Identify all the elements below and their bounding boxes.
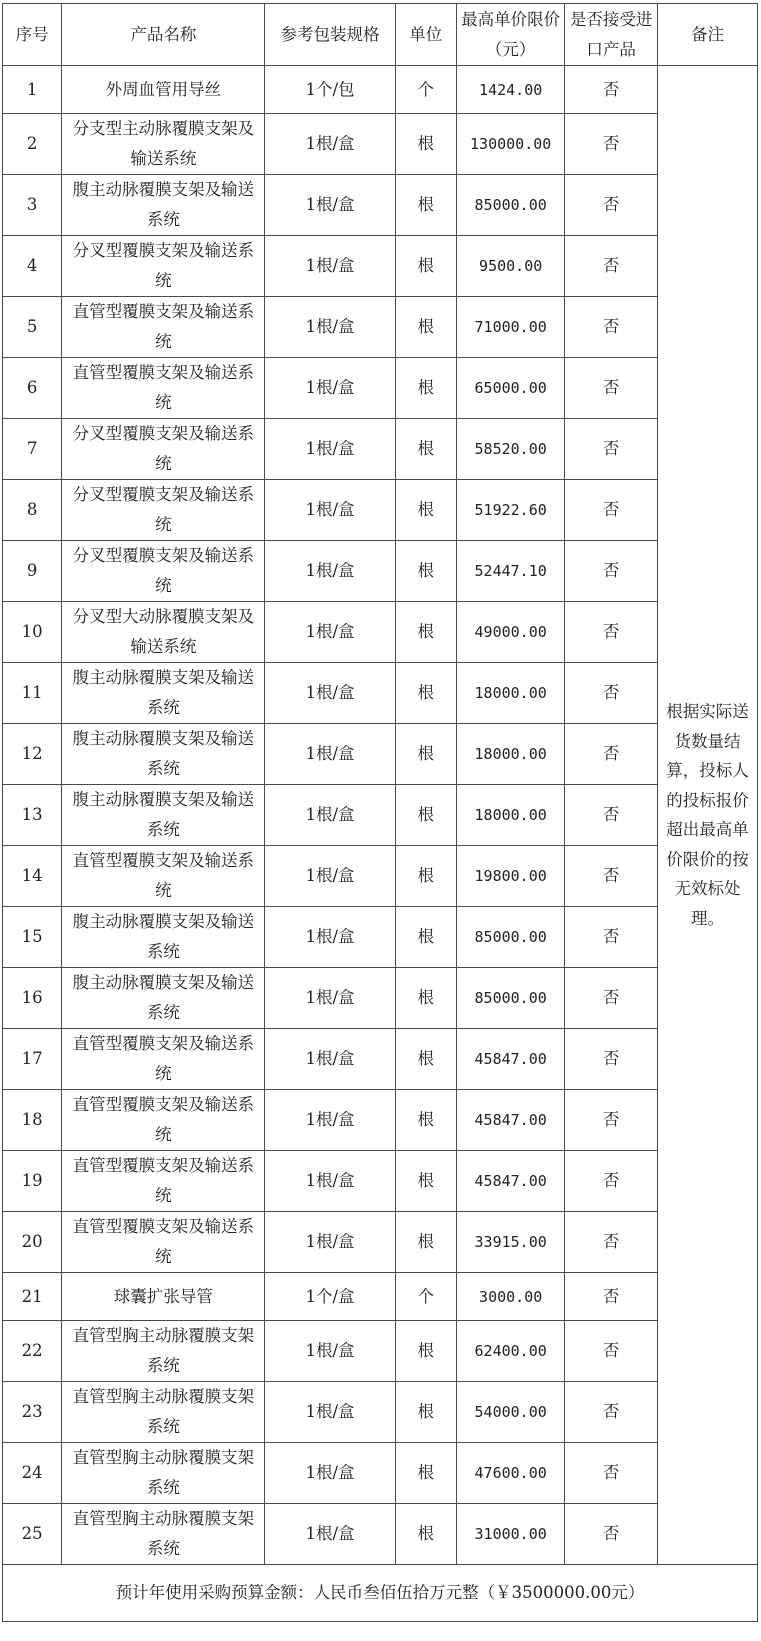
cell-package-spec: 1根/盒 [265,907,395,968]
cell-unit: 根 [395,1212,456,1273]
cell-max-price: 31000.00 [457,1504,565,1565]
cell-unit: 根 [395,419,456,480]
cell-unit: 根 [395,846,456,907]
cell-max-price: 1424.00 [457,66,565,114]
cell-imported: 否 [565,785,658,846]
cell-package-spec: 1根/盒 [265,541,395,602]
table-row [3,907,758,968]
cell-product-name: 外周血管用导丝 [62,66,265,114]
cell-index: 12 [3,724,62,785]
cell-imported: 否 [565,602,658,663]
cell-package-spec: 1根/盒 [265,724,395,785]
cell-index: 24 [3,1443,62,1504]
table-row [3,1382,758,1443]
table-row [3,1151,758,1212]
table-header-row [3,4,758,66]
cell-product-name: 直管型覆膜支架及输送系统 [62,1151,265,1212]
header-index: 序号 [3,4,62,66]
cell-max-price: 45847.00 [457,1151,565,1212]
table-row [3,236,758,297]
cell-index: 3 [3,175,62,236]
cell-index: 22 [3,1321,62,1382]
table-row [3,419,758,480]
cell-package-spec: 1根/盒 [265,1151,395,1212]
cell-max-price: 18000.00 [457,663,565,724]
cell-imported: 否 [565,297,658,358]
cell-max-price: 47600.00 [457,1443,565,1504]
cell-index: 1 [3,66,62,114]
cell-unit: 根 [395,1382,456,1443]
cell-index: 11 [3,663,62,724]
cell-index: 16 [3,968,62,1029]
table-row [3,663,758,724]
cell-max-price: 130000.00 [457,114,565,175]
cell-package-spec: 1根/盒 [265,480,395,541]
cell-package-spec: 1根/盒 [265,1321,395,1382]
cell-package-spec: 1根/盒 [265,236,395,297]
cell-package-spec: 1根/盒 [265,785,395,846]
table-row [3,297,758,358]
cell-max-price: 51922.60 [457,480,565,541]
cell-package-spec: 1根/盒 [265,1504,395,1565]
cell-max-price: 49000.00 [457,602,565,663]
cell-index: 8 [3,480,62,541]
cell-product-name: 直管型覆膜支架及输送系统 [62,1212,265,1273]
cell-product-name: 分叉型覆膜支架及输送系统 [62,480,265,541]
header-max-price: 最高单价限价（元） [457,4,565,66]
cell-imported: 否 [565,663,658,724]
cell-index: 14 [3,846,62,907]
cell-product-name: 腹主动脉覆膜支架及输送系统 [62,724,265,785]
cell-index: 18 [3,1090,62,1151]
cell-max-price: 71000.00 [457,297,565,358]
cell-unit: 根 [395,968,456,1029]
cell-imported: 否 [565,236,658,297]
table-row [3,175,758,236]
cell-package-spec: 1根/盒 [265,602,395,663]
cell-imported: 否 [565,66,658,114]
cell-index: 21 [3,1273,62,1321]
cell-unit: 根 [395,785,456,846]
cell-max-price: 18000.00 [457,724,565,785]
cell-imported: 否 [565,1029,658,1090]
cell-max-price: 85000.00 [457,907,565,968]
cell-max-price: 18000.00 [457,785,565,846]
cell-unit: 根 [395,1504,456,1565]
cell-index: 17 [3,1029,62,1090]
cell-index: 23 [3,1382,62,1443]
cell-product-name: 腹主动脉覆膜支架及输送系统 [62,663,265,724]
cell-index: 6 [3,358,62,419]
cell-max-price: 19800.00 [457,846,565,907]
table-row [3,1504,758,1565]
table-row [3,846,758,907]
table-row [3,66,758,114]
cell-package-spec: 1根/盒 [265,1382,395,1443]
cell-imported: 否 [565,1504,658,1565]
cell-index: 10 [3,602,62,663]
cell-imported: 否 [565,968,658,1029]
cell-max-price: 45847.00 [457,1029,565,1090]
cell-unit: 根 [395,236,456,297]
cell-index: 19 [3,1151,62,1212]
header-unit: 单位 [395,4,456,66]
cell-product-name: 球囊扩张导管 [62,1273,265,1321]
cell-max-price: 52447.10 [457,541,565,602]
cell-max-price: 45847.00 [457,1090,565,1151]
cell-index: 25 [3,1504,62,1565]
cell-unit: 根 [395,724,456,785]
cell-imported: 否 [565,1273,658,1321]
cell-imported: 否 [565,1090,658,1151]
cell-unit: 根 [395,1090,456,1151]
cell-imported: 否 [565,419,658,480]
cell-imported: 否 [565,114,658,175]
cell-unit: 根 [395,297,456,358]
cell-package-spec: 1根/盒 [265,846,395,907]
cell-unit: 根 [395,1151,456,1212]
cell-product-name: 分叉型大动脉覆膜支架及输送系统 [62,602,265,663]
cell-imported: 否 [565,358,658,419]
table-row [3,114,758,175]
header-remark: 备注 [657,4,757,66]
remark-note: 根据实际送货数量结算，投标人的投标报价超出最高单价限价的按无效标处理。 [657,66,757,1565]
cell-product-name: 腹主动脉覆膜支架及输送系统 [62,968,265,1029]
budget-total: 预计年使用采购预算金额：人民币叁佰伍拾万元整（￥3500000.00元） [3,1565,758,1622]
table-row [3,785,758,846]
cell-package-spec: 1根/盒 [265,114,395,175]
cell-package-spec: 1个/盒 [265,1273,395,1321]
table-row [3,1321,758,1382]
table-row [3,602,758,663]
cell-unit: 个 [395,66,456,114]
cell-package-spec: 1根/盒 [265,1212,395,1273]
table-row [3,968,758,1029]
cell-unit: 根 [395,907,456,968]
cell-product-name: 分叉型覆膜支架及输送系统 [62,541,265,602]
cell-package-spec: 1个/包 [265,66,395,114]
cell-unit: 根 [395,480,456,541]
table-row [3,541,758,602]
cell-unit: 根 [395,541,456,602]
cell-product-name: 腹主动脉覆膜支架及输送系统 [62,175,265,236]
cell-max-price: 54000.00 [457,1382,565,1443]
table-row [3,358,758,419]
table-row [3,1443,758,1504]
cell-unit: 个 [395,1273,456,1321]
cell-product-name: 直管型胸主动脉覆膜支架系统 [62,1504,265,1565]
cell-product-name: 直管型覆膜支架及输送系统 [62,297,265,358]
cell-unit: 根 [395,602,456,663]
cell-product-name: 直管型胸主动脉覆膜支架系统 [62,1382,265,1443]
cell-unit: 根 [395,1321,456,1382]
cell-unit: 根 [395,358,456,419]
cell-max-price: 3000.00 [457,1273,565,1321]
cell-product-name: 分叉型覆膜支架及输送系统 [62,236,265,297]
cell-unit: 根 [395,1029,456,1090]
cell-max-price: 85000.00 [457,175,565,236]
cell-max-price: 33915.00 [457,1212,565,1273]
cell-index: 7 [3,419,62,480]
cell-imported: 否 [565,1443,658,1504]
cell-max-price: 85000.00 [457,968,565,1029]
cell-imported: 否 [565,1212,658,1273]
cell-imported: 否 [565,1321,658,1382]
cell-index: 5 [3,297,62,358]
cell-package-spec: 1根/盒 [265,1090,395,1151]
cell-imported: 否 [565,1151,658,1212]
cell-max-price: 65000.00 [457,358,565,419]
cell-imported: 否 [565,541,658,602]
cell-imported: 否 [565,175,658,236]
cell-unit: 根 [395,175,456,236]
table-row [3,1090,758,1151]
table-footer-row [3,1565,758,1622]
cell-imported: 否 [565,846,658,907]
cell-max-price: 58520.00 [457,419,565,480]
table-row [3,1273,758,1321]
cell-index: 9 [3,541,62,602]
cell-product-name: 直管型覆膜支架及输送系统 [62,1029,265,1090]
procurement-table [2,3,758,1622]
cell-index: 4 [3,236,62,297]
cell-index: 13 [3,785,62,846]
cell-unit: 根 [395,1443,456,1504]
cell-product-name: 直管型胸主动脉覆膜支架系统 [62,1443,265,1504]
cell-index: 2 [3,114,62,175]
cell-product-name: 直管型覆膜支架及输送系统 [62,846,265,907]
cell-package-spec: 1根/盒 [265,419,395,480]
table-row [3,480,758,541]
cell-package-spec: 1根/盒 [265,175,395,236]
cell-imported: 否 [565,907,658,968]
cell-imported: 否 [565,1382,658,1443]
cell-package-spec: 1根/盒 [265,968,395,1029]
cell-product-name: 腹主动脉覆膜支架及输送系统 [62,785,265,846]
cell-package-spec: 1根/盒 [265,358,395,419]
cell-package-spec: 1根/盒 [265,663,395,724]
cell-unit: 根 [395,114,456,175]
cell-package-spec: 1根/盒 [265,1029,395,1090]
table-body [3,66,758,1565]
cell-product-name: 直管型胸主动脉覆膜支架系统 [62,1321,265,1382]
table-row [3,1212,758,1273]
cell-imported: 否 [565,724,658,785]
cell-max-price: 9500.00 [457,236,565,297]
cell-product-name: 分叉型覆膜支架及输送系统 [62,419,265,480]
cell-index: 20 [3,1212,62,1273]
header-imported: 是否接受进口产品 [565,4,658,66]
table-row [3,724,758,785]
cell-package-spec: 1根/盒 [265,1443,395,1504]
cell-max-price: 62400.00 [457,1321,565,1382]
cell-product-name: 直管型覆膜支架及输送系统 [62,358,265,419]
table-row [3,1029,758,1090]
cell-package-spec: 1根/盒 [265,297,395,358]
cell-product-name: 直管型覆膜支架及输送系统 [62,1090,265,1151]
cell-imported: 否 [565,480,658,541]
cell-unit: 根 [395,663,456,724]
cell-product-name: 腹主动脉覆膜支架及输送系统 [62,907,265,968]
cell-index: 15 [3,907,62,968]
header-product-name: 产品名称 [62,4,265,66]
header-package-spec: 参考包装规格 [265,4,395,66]
cell-product-name: 分支型主动脉覆膜支架及输送系统 [62,114,265,175]
